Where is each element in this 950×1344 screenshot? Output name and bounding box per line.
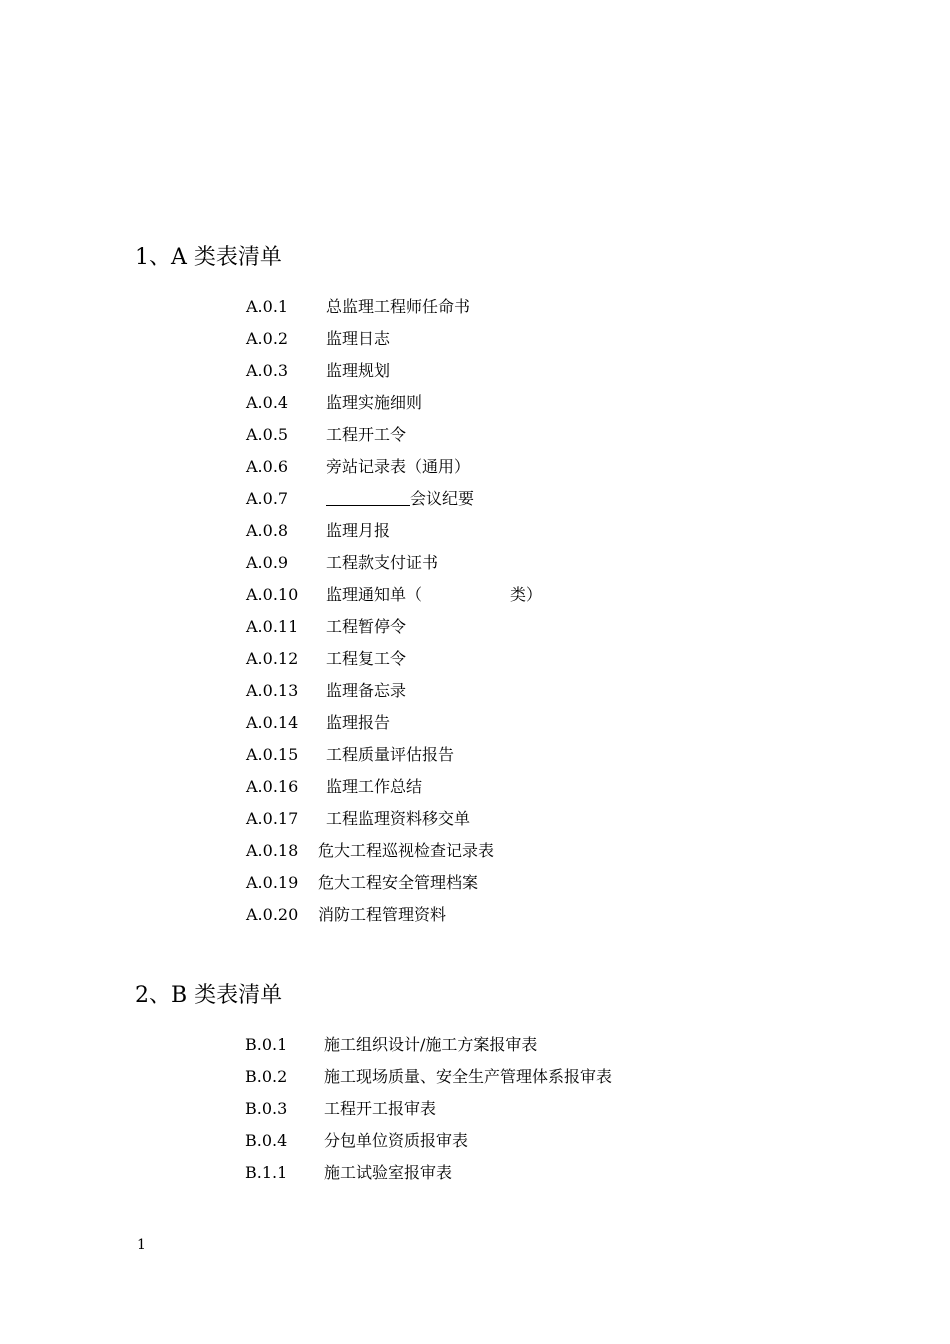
item-title: 工程质量评估报告 bbox=[326, 745, 455, 764]
item-title: 施工现场质量、安全生产管理体系报审表 bbox=[324, 1067, 613, 1086]
list-item bbox=[246, 323, 706, 355]
item-title: 危大工程巡视检查记录表 bbox=[318, 841, 495, 860]
item-title-with-blank bbox=[326, 483, 474, 515]
section-b-heading: 2、B 类表清单 bbox=[135, 983, 283, 1008]
item-code: A.0.5 bbox=[246, 425, 289, 444]
item-title-prefix: 监理通知单（ bbox=[326, 585, 423, 604]
item-code: A.0.7 bbox=[246, 489, 289, 508]
list-item bbox=[246, 867, 706, 899]
item-code: B.0.4 bbox=[245, 1131, 288, 1150]
item-code: A.0.11 bbox=[246, 617, 299, 636]
item-code: A.0.12 bbox=[246, 649, 299, 668]
item-title: 分包单位资质报审表 bbox=[324, 1131, 469, 1150]
item-code: A.0.3 bbox=[246, 361, 289, 380]
item-code: A.0.13 bbox=[246, 681, 299, 700]
item-code: B.0.2 bbox=[245, 1067, 288, 1086]
item-title: 工程监理资料移交单 bbox=[326, 809, 471, 828]
list-item bbox=[246, 355, 706, 387]
list-item bbox=[246, 707, 706, 739]
item-title: 监理报告 bbox=[326, 713, 391, 732]
item-title: 工程暂停令 bbox=[326, 617, 407, 636]
item-title: 会议纪要 bbox=[410, 489, 475, 508]
list-item bbox=[246, 515, 706, 547]
item-title: 监理规划 bbox=[326, 361, 391, 380]
item-title: 工程开工报审表 bbox=[324, 1099, 437, 1118]
list-item bbox=[246, 419, 706, 451]
item-code: A.0.14 bbox=[246, 713, 299, 732]
list-item bbox=[246, 675, 706, 707]
item-code: A.0.17 bbox=[246, 809, 299, 828]
list-item bbox=[245, 1061, 725, 1093]
fill-in-blank-line bbox=[326, 487, 410, 506]
section-a-heading: 1、A 类表清单 bbox=[135, 245, 282, 270]
item-title: 监理工作总结 bbox=[326, 777, 423, 796]
item-title: 消防工程管理资料 bbox=[318, 905, 447, 924]
item-code: A.0.16 bbox=[246, 777, 299, 796]
item-title: 监理日志 bbox=[326, 329, 391, 348]
item-title: 监理备忘录 bbox=[326, 681, 407, 700]
item-title: 工程款支付证书 bbox=[326, 553, 439, 572]
list-item bbox=[246, 803, 706, 835]
section-b-list bbox=[245, 1029, 725, 1189]
list-item bbox=[245, 1029, 725, 1061]
list-item bbox=[246, 899, 706, 931]
item-code: B.0.1 bbox=[245, 1035, 288, 1054]
section-a-list bbox=[246, 291, 706, 931]
list-item bbox=[246, 835, 706, 867]
list-item bbox=[246, 387, 706, 419]
item-title: 工程复工令 bbox=[326, 649, 407, 668]
item-title: 监理实施细则 bbox=[326, 393, 423, 412]
item-code: A.0.2 bbox=[246, 329, 289, 348]
item-code: B.0.3 bbox=[245, 1099, 288, 1118]
list-item bbox=[245, 1093, 725, 1125]
item-title: 工程开工令 bbox=[326, 425, 407, 444]
item-title: 施工组织设计/施工方案报审表 bbox=[324, 1035, 538, 1054]
item-code: A.0.20 bbox=[246, 905, 299, 924]
item-title-suffix: 类） bbox=[510, 585, 543, 604]
item-code: A.0.19 bbox=[246, 873, 299, 892]
list-item bbox=[245, 1157, 725, 1189]
list-item bbox=[246, 483, 706, 515]
list-item bbox=[246, 547, 706, 579]
list-item bbox=[246, 739, 706, 771]
item-title: 总监理工程师任命书 bbox=[326, 297, 471, 316]
item-title: 监理月报 bbox=[326, 521, 391, 540]
item-title: 危大工程安全管理档案 bbox=[318, 873, 479, 892]
list-item bbox=[246, 643, 706, 675]
item-code: A.0.1 bbox=[246, 297, 289, 316]
item-code: A.0.8 bbox=[246, 521, 289, 540]
item-code: A.0.9 bbox=[246, 553, 289, 572]
list-item bbox=[246, 451, 706, 483]
item-code: A.0.10 bbox=[246, 585, 299, 604]
list-item bbox=[245, 1125, 725, 1157]
list-item bbox=[246, 771, 706, 803]
item-title-with-gap bbox=[326, 579, 542, 611]
item-title: 施工试验室报审表 bbox=[324, 1163, 453, 1182]
list-item bbox=[246, 611, 706, 643]
item-code: A.0.4 bbox=[246, 393, 289, 412]
page-number: 1 bbox=[137, 1237, 146, 1253]
item-title: 旁站记录表（通用） bbox=[326, 457, 471, 476]
list-item bbox=[246, 579, 706, 611]
list-item bbox=[246, 291, 706, 323]
item-code: A.0.18 bbox=[246, 841, 299, 860]
item-code: B.1.1 bbox=[245, 1163, 288, 1182]
item-code: A.0.6 bbox=[246, 457, 289, 476]
item-code: A.0.15 bbox=[246, 745, 299, 764]
